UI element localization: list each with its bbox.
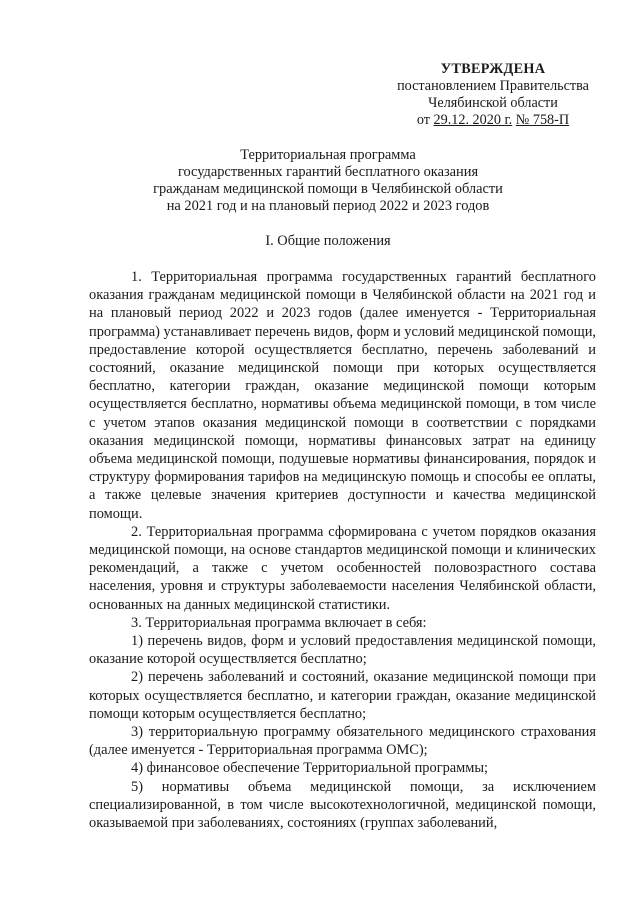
document-title-line-1: Территориальная программа <box>240 147 416 163</box>
document-body <box>89 268 596 832</box>
paragraph: 3) территориальную программу обязательного медицинского страхования (далее именуется - Территориальная программа ОМС); <box>89 724 596 759</box>
document-title-line-2: государственных гарантий бесплатного оказания <box>177 164 479 180</box>
paragraph: 2. Территориальная программа сформирована с учетом порядков оказания медицинской помощи, на основе стандартов медицинской помощи и клинических рекомендаций, а также с учетом особенностей половозрастного состава населения, уровня и структуры заболеваемости населения Челябинской области, основанных на данных медицинской статистики. <box>89 523 596 613</box>
approval-stamp <box>388 61 598 129</box>
approval-line-2: Челябинской области <box>428 95 558 111</box>
approval-title: УТВЕРЖДЕНА <box>440 61 546 77</box>
document-title <box>60 147 596 215</box>
paragraph: 5) нормативы объема медицинской помощи, за исключением специализированной, в том числе высокотехнологичной, медицинской помощи, оказываемой при заболеваниях, состояниях (группах заболеваний, <box>89 778 596 832</box>
approval-date-line <box>388 112 598 129</box>
paragraph: 4) финансовое обеспечение Территориальной программы; <box>131 760 489 777</box>
document-title-line-4: на 2021 год и на плановый период 2022 и 2023 годов <box>166 198 490 214</box>
approval-line-1: постановлением Правительства <box>397 78 589 94</box>
paragraph: 1) перечень видов, форм и условий предоставления медицинской помощи, оказание которой осуществляется бесплатно; <box>89 633 596 668</box>
paragraph: 2) перечень заболеваний и состояний, оказание медицинской помощи при которых осуществляется бесплатно, и категории граждан, оказание медицинской помощи которым осуществляется бесплатно; <box>89 669 596 722</box>
approval-date: 29.12. 2020 г. <box>433 112 513 128</box>
paragraph: 1. Территориальная программа государственных гарантий бесплатного оказания гражданам медицинской помощи в Челябинской области на 2021 год и на плановый период 2022 и 2023 годов (далее именуется - Территориальная программа) устанавливает перечень видов, форм и условий медицинской помощи, предоставление которой осуществляется бесплатно, перечень заболеваний и состояний, оказание медицинской помощи при которых осуществляется бесплатно, категории граждан, оказание медицинской помощи которым осуществляется бесплатно, нормативы объема медицинской помощи, в том числе с учетом этапов оказания медицинской помощи в соответствии с порядками оказания медицинской помощи, нормативы финансовых затрат на единицу объема медицинской помощи, подушевые нормативы финансирования, порядок и структуру формирования тарифов на медицинскую помощь и способы ее оплаты, а также целевые значения критериев доступности и качества медицинской помощи. <box>89 269 596 522</box>
section-heading: I. Общие положения <box>265 233 391 249</box>
approval-number: № 758-П <box>515 112 570 128</box>
approval-prefix: от <box>416 112 430 128</box>
paragraph: 3. Территориальная программа включает в себя: <box>131 614 427 631</box>
document-title-line-3: гражданам медицинской помощи в Челябинской области <box>153 181 503 197</box>
